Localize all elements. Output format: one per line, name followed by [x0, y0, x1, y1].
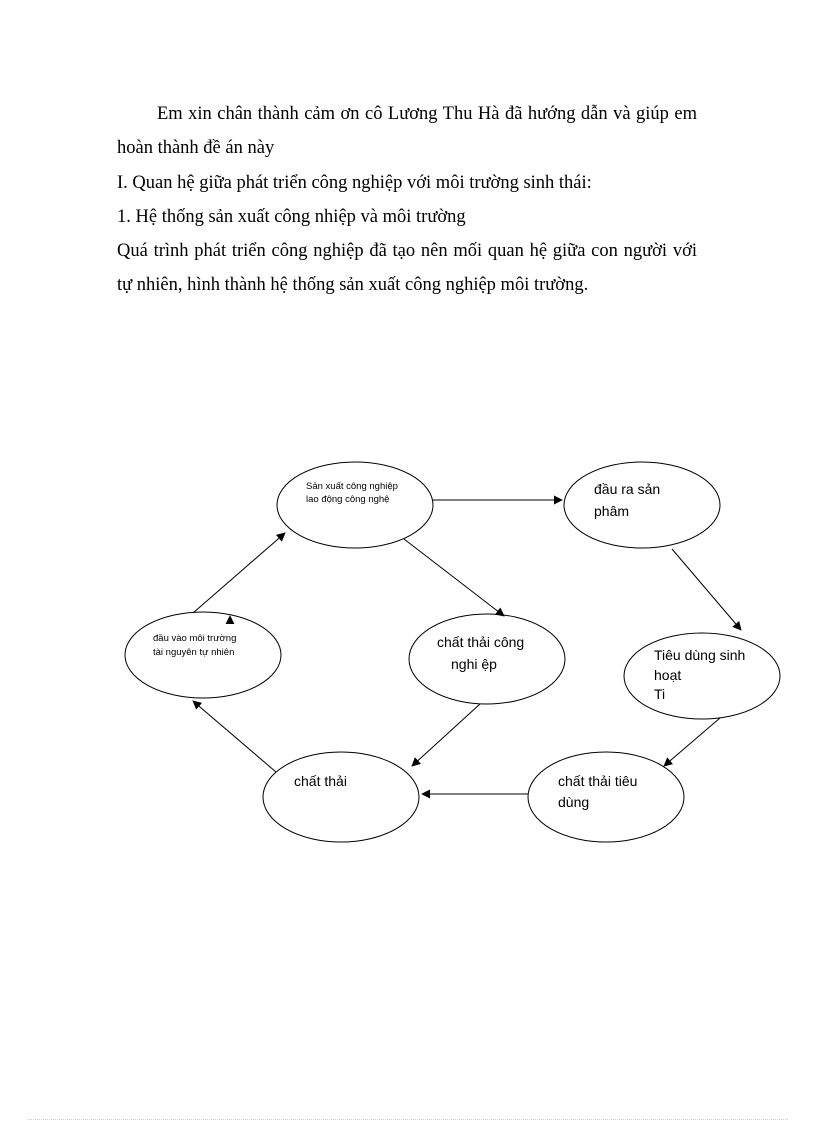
label-chat-thai: chất thải [294, 773, 347, 789]
node-chat-thai [263, 752, 419, 842]
node-chat-thai-tieu-dung [528, 752, 684, 842]
intro-line-1: Quá trình phát triển công nghiệp đã tạo nên mối quan hệ giữa con người với [117, 241, 697, 261]
acknowledgement-line-1: Em xin chân thành cảm ơn cô Lương Thu Hà đã hướng dẫn và giúp em [157, 104, 697, 124]
label-dau-vao: đầu vào môi trường tài nguyên tự nhiên [153, 633, 237, 658]
arrow-chatthai-to-dauvao [193, 701, 276, 772]
section-heading: I. Quan hệ giữa phát triển công nghiệp với môi trường sinh thái: [117, 173, 592, 193]
subsection-heading: 1. Hệ thống sản xuất công nhiệp và môi trường [117, 207, 466, 227]
node-tieu-dung [624, 633, 780, 719]
label-tieu-dung: Tiêu dùng sinh hoạt Ti [654, 647, 746, 702]
intro-line-2: tự nhiên, hình thành hệ thống sản xuất công nghiệp môi trường. [117, 275, 589, 295]
arrow-dauvao-to-sanxuat [193, 533, 285, 613]
acknowledgement-line-2: hoàn thành đề án này [117, 138, 275, 158]
label-san-xuat: Sản xuất công nghiệp lao động công nghệ [306, 481, 398, 505]
node-dau-ra [564, 462, 720, 548]
label-chat-thai-cong-nghiep: chất thải công nghi ệp [437, 634, 525, 672]
arrow-chatthaicongnghiep-to-chatthai [412, 704, 480, 766]
node-san-xuat [277, 462, 433, 548]
arrow-tieudung-to-chatthaitieudung [664, 718, 720, 766]
label-chat-thai-tieu-dung: chất thải tiêu dùng [558, 773, 638, 810]
page-bottom-rule [28, 1119, 788, 1120]
label-dau-ra: đầu ra sản phâm [594, 481, 661, 519]
arrow-daura-to-tieudung [672, 549, 741, 630]
arrow-sanxuat-to-chatthaicongnghiep [404, 539, 504, 616]
